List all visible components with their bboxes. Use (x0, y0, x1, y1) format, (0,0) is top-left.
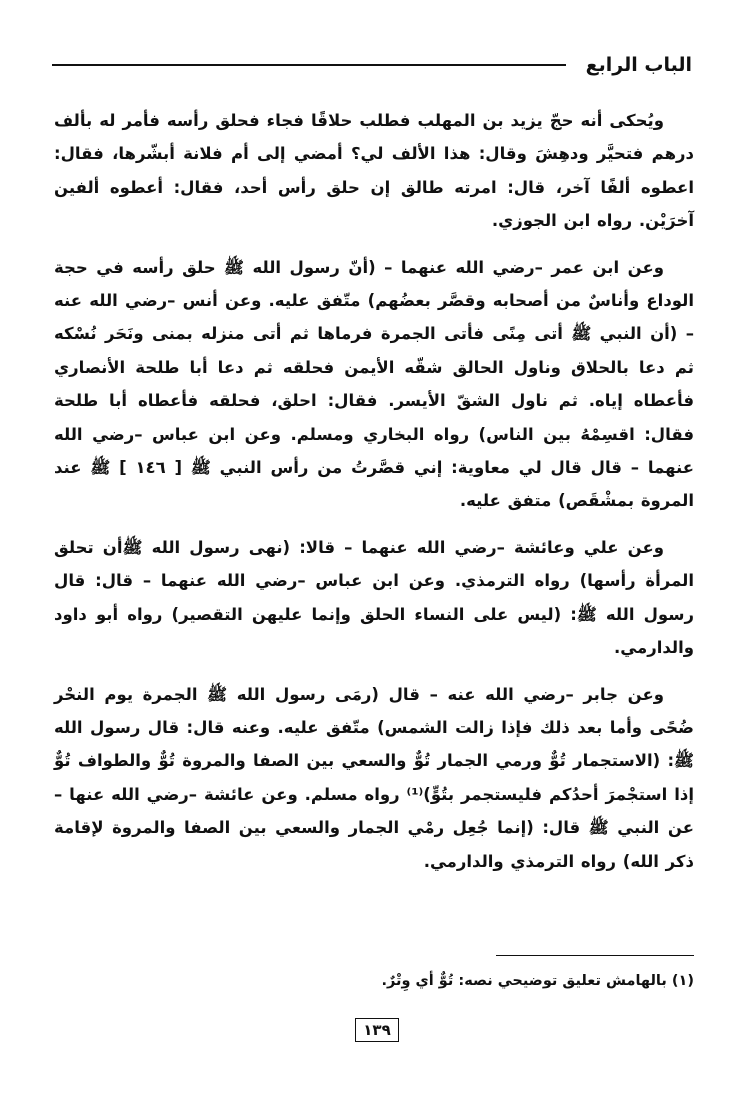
chapter-title: الباب الرابع (585, 54, 692, 76)
footnote-rule (496, 955, 694, 956)
paragraph-2: وعن ابن عمر –رضي الله عنهما – (أنّ رسول الله ﷺ حلق رأسه في حجة الوداع وأناسٌ من أصحابه وقصَّر بعضُهم) متّفق عليه. وعن أنس –رضي الله عنه – (أن النبي ﷺ أتى مِنًى فأتى الجمرة فرماها ثم أتى منزله بمنى ونَحَر نُسْكه ثم دعا بالحلاق وناول الحالق شقّه الأيمن فحلقه ثم دعا أبا طلحة الأنصاري فأعطاه إياه. ثم ناول الشقّ الأيسر. فقال: احلق، فحلقه فأعطاه أبا طلحة فقال: اقسِمْهُ بين الناس) رواه البخاري ومسلم. وعن ابن عباس –رضي الله عنهما – قال قال لي معاوية: إني قصَّرتُ من رأس النبي ﷺ [ ١٤٦ ] ﷺ عند المروة بمشْقَص) متفق عليه. (54, 257, 694, 511)
main-text (54, 104, 694, 891)
paragraph-4: وعن جابر –رضي الله عنه – قال (رمَى رسول الله ﷺ الجمرة يوم النحْر ضُحًى وأما بعد ذلك فإذا زالت الشمس) متّفق عليه. وعنه قال: قال رسول الله ﷺ: (الاستجمار تُوٌّ ورمي الجمار تُوٌّ والسعي بين الصفا والمروة تُوٌّ والطواف تُوٌّ إذا استجْمرَ أحدُكم فليستجمر بتُوٍّ)⁽¹⁾ رواه مسلم. وعن عائشة –رضي الله عنها – عن النبي ﷺ قال: (إنما جُعِل رمْي الجمار والسعي بين الصفا والمروة لإقامة ذكر الله) رواه الترمذي والدارمي. (54, 684, 695, 871)
header-rule (52, 64, 566, 66)
paragraph-3: وعن علي وعائشة –رضي الله عنهما – قالا: (نهى رسول الله ﷺأن تحلق المرأة رأسها) رواه الترمذي. وعن ابن عباس –رضي الله عنهما – قال: قال رسول الله ﷺ: (ليس على النساء الحلق وإنما عليهن التقصير) رواه أبو داود والدارمي. (54, 537, 694, 658)
footnote: (١) بالهامش تعليق توضيحي نصه: تُوٌّ أي وِتْرٌ. (381, 973, 694, 989)
running-header (52, 52, 694, 88)
page-number: ١٣٩ (355, 1018, 399, 1042)
paragraph-1: ويُحكى أنه حجّ يزيد بن المهلب فطلب حلاقًا فجاء فحلق رأسه فأمر له بألف درهم فتحيَّر ودهِشَ وقال: هذا الألف لي؟ أمضي إلى أم فلانة أبشّرها، فقال: اعطوه ألفًا آخر، قال: امرته طالق إن حلق رأس أحد، فقال: أعطوه ألفين آخرَيْن. رواه ابن الجوزي. (54, 111, 694, 231)
